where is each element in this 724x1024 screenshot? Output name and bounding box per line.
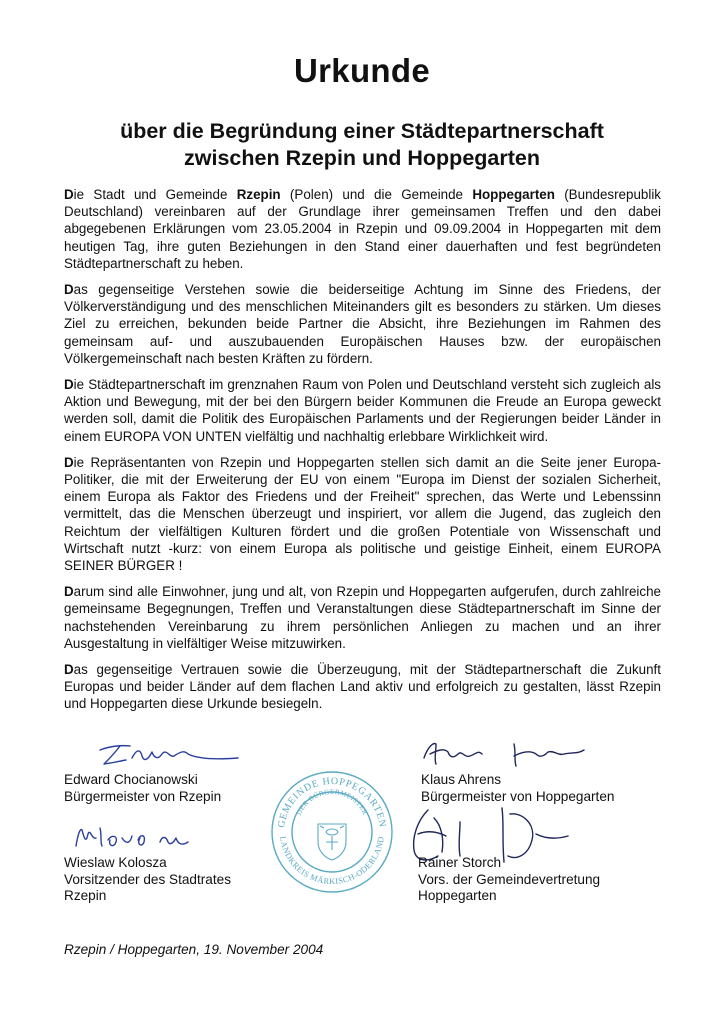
signature-kolosza — [70, 820, 200, 854]
paragraph-initial: D — [64, 377, 74, 393]
subtitle-line-2: zwischen Rzepin und Hoppegarten — [184, 146, 540, 170]
signatory-place: Rzepin — [64, 888, 107, 903]
signatory-name: Rainer Storch — [418, 855, 502, 870]
paragraph-4 — [64, 454, 661, 574]
paragraph-6 — [64, 661, 661, 713]
signatory-chocianowski — [64, 772, 221, 805]
paragraph-text: as gegenseitige Vertrauen sowie die Überzeugung, mit der Städtepartnerschaft die Zukunft Europas und beider Länder auf dem flachen Land aktiv und erfolgreich zu gestalten, lässt Rzepin und Hoppegarten diese Urkunde besiegeln. — [64, 662, 661, 712]
signatory-storch — [418, 855, 600, 905]
signatory-name: Edward Chocianowski — [64, 772, 198, 787]
paragraph-5 — [64, 583, 661, 652]
paragraph-initial: D — [64, 454, 74, 470]
paragraph-text: (Polen) und die Gemeinde — [280, 187, 473, 202]
signatory-role: Vors. der Gemeindevertretung — [418, 871, 601, 887]
signatory-role: Bürgermeister von Hoppegarten — [421, 788, 615, 804]
paragraph-text: ie Städtepartnerschaft im grenznahen Raum von Polen und Deutschland versteht sich zugleich als Aktion und Bewegung, mit der bei den Bürgern beider Kommunen die Freude an Europa geweckt werden soll, damit die Politik des Europäischen Parlaments und der Regierungen beider Länder in einem EUROPA VON UNTEN vielfältig und nachhaltig erlebbare Wirklichkeit wird. — [64, 377, 661, 444]
signature-ahrens — [418, 736, 588, 772]
document-body — [64, 186, 661, 722]
signing-date: Rzepin / Hoppegarten, 19. November 2004 — [64, 942, 324, 957]
municipality-name-hoppegarten: Hoppegarten — [472, 187, 555, 202]
document-title: Urkunde — [294, 52, 430, 89]
seal-top-text: GEMEINDE HOPPEGARTEN — [276, 775, 388, 829]
signature-chocianowski — [92, 736, 242, 772]
subtitle-line-1: über die Begründung einer Städtepartnerschaft — [120, 119, 604, 143]
paragraph-initial: D — [64, 584, 74, 600]
paragraph-text: (Bundesrepublik Deutschland) vereinbaren auf der Grundlage ihrer gemeinsamen Treffen und den dabei abgegebenen Erklärungen vom 23.05.2004 in Rzepin und 09.09.2004 in Hoppegarten mit dem heutigen Tag, ihre guten Beziehungen in den Stand einer dauerhaften und fest begründeten Städtepartnerschaft zu heben. — [64, 187, 661, 271]
paragraph-initial: D — [64, 187, 74, 202]
seal-bottom-text: LANDKREIS MÄRKISCH-ODERLAND — [278, 835, 386, 887]
paragraph-text: ie Stadt und Gemeinde — [73, 187, 237, 202]
signatory-name: Klaus Ahrens — [421, 772, 502, 787]
paragraph-initial: D — [64, 282, 74, 298]
paragraph-2 — [64, 281, 661, 367]
seal-middle-text: DER BÜRGERMEISTER — [294, 787, 370, 817]
signatory-kolosza — [64, 855, 231, 905]
coat-of-arms-icon — [318, 824, 346, 860]
paragraph-3 — [64, 376, 661, 445]
official-seal — [268, 768, 396, 896]
signatory-ahrens — [421, 772, 614, 805]
signatory-place: Hoppegarten — [418, 888, 497, 903]
signatory-role: Bürgermeister von Rzepin — [64, 788, 222, 804]
paragraph-text: arum sind alle Einwohner, jung und alt, von Rzepin und Hoppegarten aufgerufen, durch zahlreiche gemeinsame Begegnungen, Treffen und Veranstaltungen diese Städtepartnerschaft im Sinne der nachstehenden Vereinbarung zu ihrem persönlichen Anliegen zu machen und an ihrer Ausgestaltung in vielfältiger Weise mitzuwirken. — [64, 584, 661, 651]
paragraph-text: ie Repräsentanten von Rzepin und Hoppegarten stellen sich damit an die Seite jener Europa-Politiker, die mit der Erweiterung der EU von einem "Europa im Dienst der sozialen Sicherheit, einem Europa als Faktor des Friedens und der Freiheit" sprechen, das Werte und Lebenssinn vermittelt, das die Menschen überzeugt und inspiriert, vor allem die Jugend, das zugleich den Reichtum der vielfältigen Kulturen fördert und die großen Potentiale von Wissenschaft und Wirtschaft nutzt -kurz: von einem Europa als politische und geistige Einheit, einem EUROPA SEINER BÜRGER ! — [64, 454, 661, 574]
signatory-name: Wieslaw Kolosza — [64, 855, 167, 870]
paragraph-1 — [64, 186, 661, 272]
paragraph-text: as gegenseitige Verstehen sowie die beiderseitige Achtung im Sinne des Friedens, der Völkerverständigung und des menschlichen Miteinanders gilt es besonders zu stärken. Um dieses Ziel zu erreichen, bekunden beide Partner die Absicht, ihre Beziehungen im Rahmen des gemeinsam auf- und auszubauenden Europäischen Hauses bzw. der europäischen Völkergemeinschaft nach besten Kräften zu fördern. — [64, 282, 661, 366]
document-subtitle — [0, 118, 724, 172]
signatory-role: Vorsitzender des Stadtrates — [64, 871, 231, 887]
paragraph-initial: D — [64, 662, 74, 678]
city-name-rzepin: Rzepin — [236, 187, 281, 202]
